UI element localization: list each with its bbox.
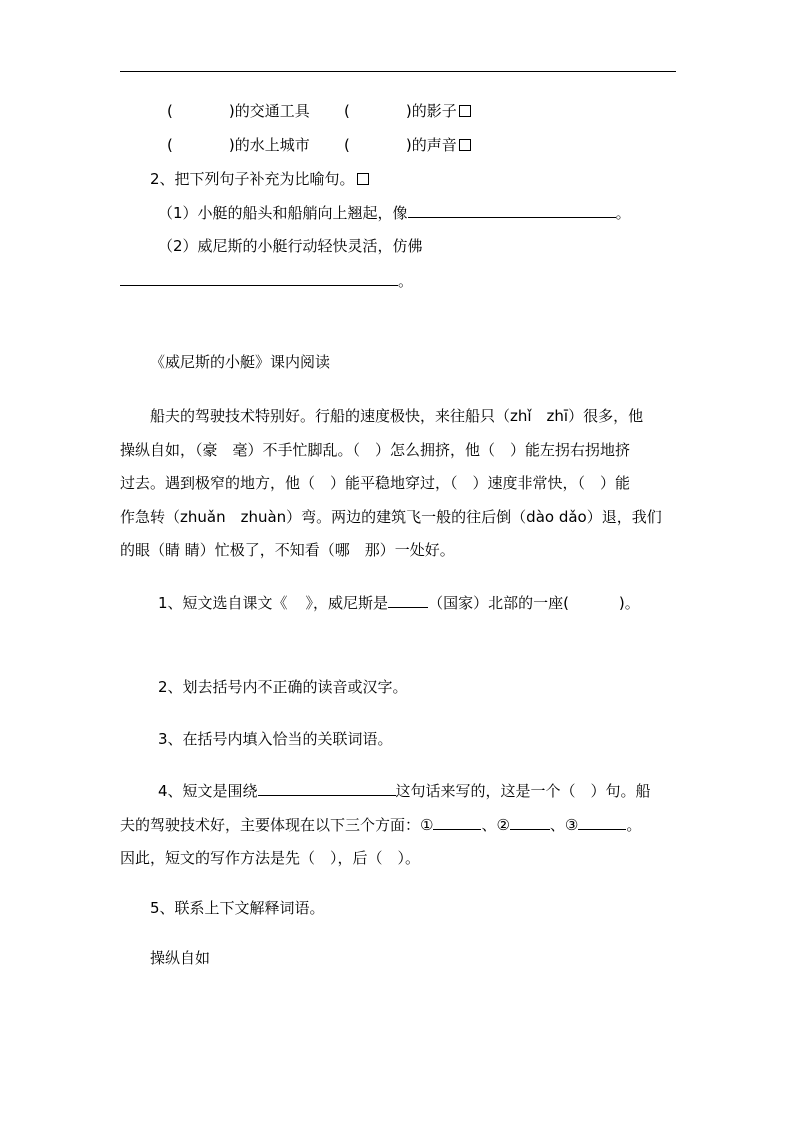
answer-blank[interactable] bbox=[510, 814, 550, 830]
fill-row-1-right bbox=[344, 101, 471, 121]
reading-q4-line-1 bbox=[158, 780, 651, 801]
passage-line-4: 作急转（zhuǎn zhuàn）弯。两边的建筑飞一般的往后倒（dào dǎo）退，我们 bbox=[120, 508, 662, 526]
reading-q2: 2、划去括号内不正确的读音或汉字。 bbox=[158, 678, 408, 696]
answer-blank[interactable] bbox=[388, 592, 428, 608]
fill-row-2-right bbox=[344, 135, 471, 155]
checkbox-square-icon bbox=[459, 105, 471, 117]
reading-title: 《威尼斯的小艇》课内阅读 bbox=[150, 353, 331, 371]
close-paren: ) bbox=[228, 136, 235, 154]
passage-line-3: 过去。遇到极窄的地方，他（ ）能平稳地穿过，（ ）速度非常快，（ ）能 bbox=[120, 474, 631, 492]
close-paren: ) bbox=[228, 102, 235, 120]
fill-row-1-left bbox=[167, 101, 310, 121]
item-number: （1） bbox=[158, 204, 198, 222]
close-paren: ) bbox=[405, 136, 412, 154]
fill-phrase: 的影子 bbox=[411, 102, 457, 120]
q1-text-b: 》，威尼斯是 bbox=[305, 594, 389, 612]
passage-line-5: 的眼（睛 睛）忙极了，不知看（哪 那）一处好。 bbox=[120, 541, 455, 559]
close-paren: ) bbox=[405, 102, 412, 120]
reading-q1 bbox=[158, 592, 640, 613]
open-paren: ( bbox=[167, 102, 173, 120]
q4-line2-a: 夫的驾驶技术好，主要体现在以下三个方面：① bbox=[120, 816, 434, 834]
passage-line-2: 操纵自如，（豪 毫）不手忙脚乱。（ ）怎么拥挤，他（ ）能左拐右拐地挤 bbox=[120, 441, 631, 459]
q2-item-1 bbox=[158, 202, 631, 223]
q2-item-2-answer-line bbox=[120, 270, 413, 291]
passage-line-1: 船夫的驾驶技术特别好。行船的速度极快，来往船只（zhǐ zhī）很多，他 bbox=[150, 407, 644, 425]
reading-q4-line-2 bbox=[120, 814, 641, 835]
q2-title bbox=[150, 169, 369, 189]
fill-phrase: 的声音 bbox=[411, 136, 457, 154]
answer-blank[interactable] bbox=[408, 202, 616, 218]
answer-blank[interactable] bbox=[433, 814, 481, 830]
answer-blank[interactable] bbox=[258, 780, 396, 796]
q1-text-c: （国家）北部的一座( bbox=[428, 594, 569, 612]
open-paren: ( bbox=[344, 102, 350, 120]
answer-blank[interactable] bbox=[120, 270, 398, 286]
header-rule bbox=[120, 71, 676, 72]
fill-phrase: 的水上城市 bbox=[234, 136, 310, 154]
q1-text-a: 1、短文选自课文《 bbox=[158, 594, 288, 612]
q4-line2-b: 、② bbox=[481, 816, 510, 834]
item-number: （2） bbox=[158, 237, 198, 255]
q4-text-a: 4、短文是围绕 bbox=[158, 782, 258, 800]
checkbox-square-icon bbox=[357, 173, 369, 185]
period: 。 bbox=[398, 272, 414, 290]
item-text: 威尼斯的小艇行动轻快灵活，仿佛 bbox=[197, 237, 423, 255]
period: 。 bbox=[615, 204, 631, 222]
open-paren: ( bbox=[344, 136, 350, 154]
answer-blank[interactable] bbox=[578, 814, 626, 830]
item-text: 小艇的船头和船艄向上翘起，像 bbox=[197, 204, 408, 222]
q4-line2-c: 、③ bbox=[549, 816, 579, 834]
q2-title-text: 2、把下列句子补充为比喻句。 bbox=[150, 170, 355, 188]
fill-phrase: 的交通工具 bbox=[234, 102, 310, 120]
period: 。 bbox=[626, 816, 642, 834]
reading-q5-word: 操纵自如 bbox=[150, 949, 211, 967]
open-paren: ( bbox=[167, 136, 173, 154]
fill-row-2-left bbox=[167, 135, 310, 155]
checkbox-square-icon bbox=[459, 139, 471, 151]
close-paren: )。 bbox=[618, 594, 640, 612]
reading-q3: 3、在括号内填入恰当的关联词语。 bbox=[158, 730, 393, 748]
q4-text-b: 这句话来写的，这是一个（ ）句。船 bbox=[395, 782, 651, 800]
reading-q4-line-3: 因此，短文的写作方法是先（ ），后（ ）。 bbox=[120, 849, 421, 867]
q2-item-2 bbox=[158, 236, 423, 256]
reading-q5: 5、联系上下文解释词语。 bbox=[150, 899, 325, 917]
